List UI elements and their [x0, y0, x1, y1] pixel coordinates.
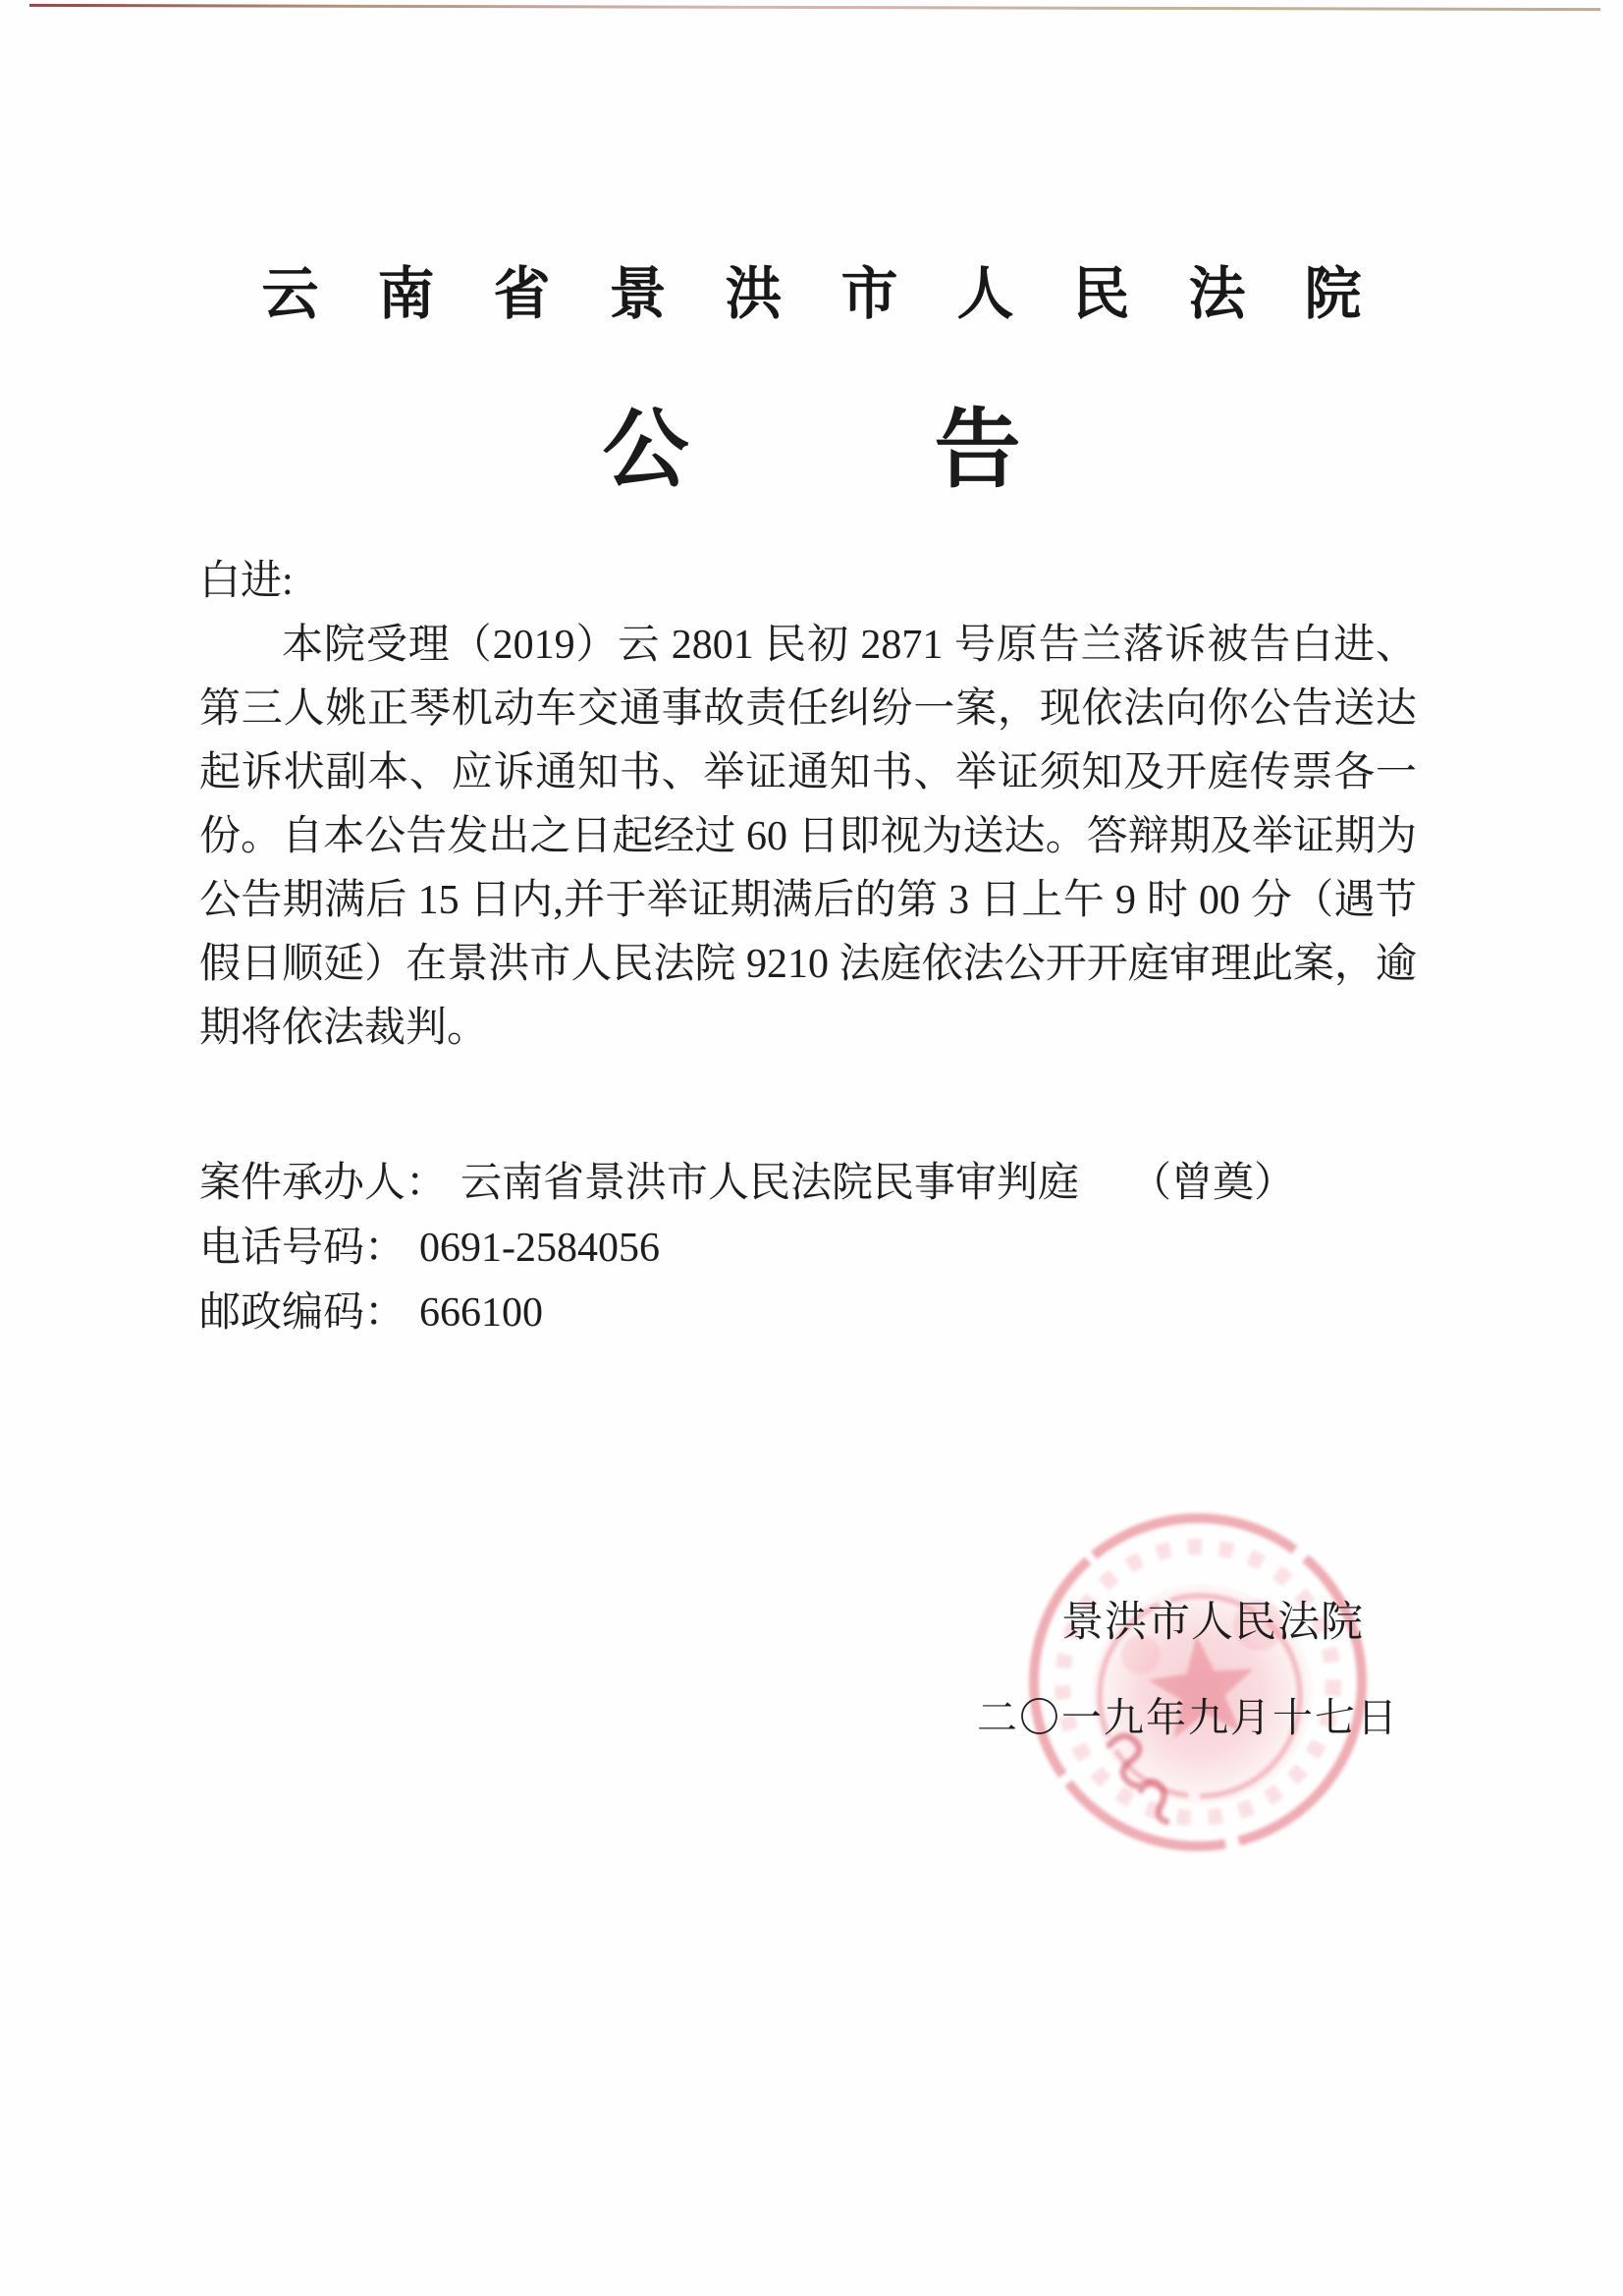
- notice-body-paragraph: 本院受理（2019）云 2801 民初 2871 号原告兰落诉被告白进、第三人姚正琴机动车交通事故责任纠纷一案，现依法向你公告送达起诉状副本、应诉通知书、举证通知书、举证须知及开庭传票各一份。自本公告发出之日起经过 60 日即视为送达。答辩期及举证期为公告期满后 15 日内,并于举证期满后的第 3 日上午 9 时 00 分（遇节假日顺延）在景洪市人民法院 9210 法庭依法公开开庭审理此案，逾期将依法裁判。: [199, 623, 1417, 1051]
- phone-value: 0691-2584056: [419, 1226, 661, 1271]
- phone-label: 电话号码：: [199, 1226, 406, 1271]
- case-handler-label: 案件承办人：: [199, 1161, 448, 1206]
- notice-body-section: [199, 550, 1417, 1061]
- court-seal-graphic: [1023, 1507, 1373, 1857]
- case-handler-value: 云南省景洪市人民法院民事审判庭: [460, 1161, 1080, 1206]
- postal-line: [199, 1281, 1476, 1345]
- court-seal-stamp: [1023, 1507, 1373, 1857]
- postal-value: 666100: [419, 1290, 544, 1336]
- signature-date: 二〇一九年九月十七日: [977, 1695, 1399, 1740]
- postal-label: 邮政编码：: [199, 1290, 406, 1336]
- signature-court-name: 景洪市人民法院: [1061, 1600, 1364, 1646]
- scan-artifact-top-line: [29, 4, 1600, 11]
- notice-title: 公告: [602, 404, 1267, 499]
- contact-info-section: [199, 1151, 1476, 1345]
- addressee-line: 白进:: [199, 559, 294, 604]
- phone-line: [199, 1216, 1476, 1281]
- court-name-title: 云南省景洪市人民法院: [261, 262, 1421, 326]
- case-handler-name: （曾奠）: [1130, 1161, 1296, 1206]
- case-handler-line: [199, 1151, 1476, 1216]
